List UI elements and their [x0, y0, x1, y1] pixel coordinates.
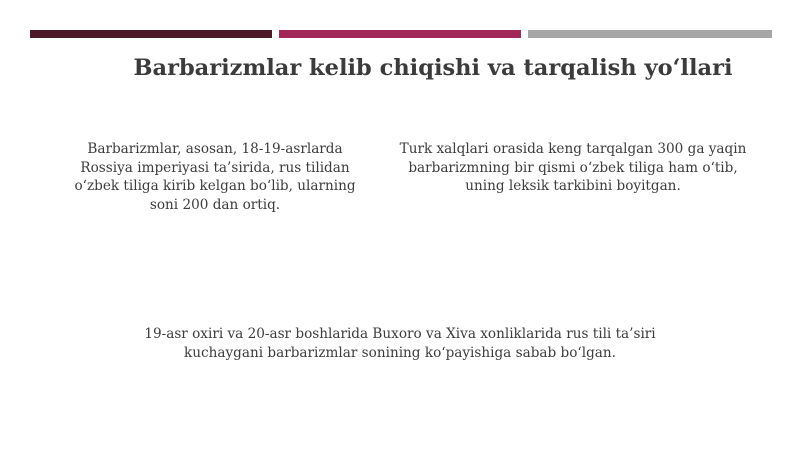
text-block-left: Barbarizmlar, asosan, 18-19-asrlarda Rossiya imperiyasi ta’sirida, rus tilidan o‘zbek tiliga kirib kelgan bo‘lib, ularning soni 200 dan ortiq.: [74, 141, 356, 213]
top-bar-dark: [30, 30, 272, 38]
top-bar-magenta: [279, 30, 521, 38]
decorative-top-bars: [30, 30, 772, 38]
top-bar-gray: [528, 30, 772, 38]
text-block-bottom: 19-asr oxiri va 20-asr boshlarida Buxoro va Xiva xonliklarida rus tili ta’siri kuchaygani barbarizmlar sonining ko‘payishiga sabab bo‘lgan.: [144, 326, 656, 361]
text-block-right: Turk xalqlari orasida keng tarqalgan 300 ga yaqin barbarizmning bir qismi o‘zbek tiliga ham o‘tib, uning leksik tarkibini boyitgan.: [399, 141, 747, 194]
slide-title: Barbarizmlar kelib chiqishi va tarqalish yo‘llari: [133, 55, 733, 81]
